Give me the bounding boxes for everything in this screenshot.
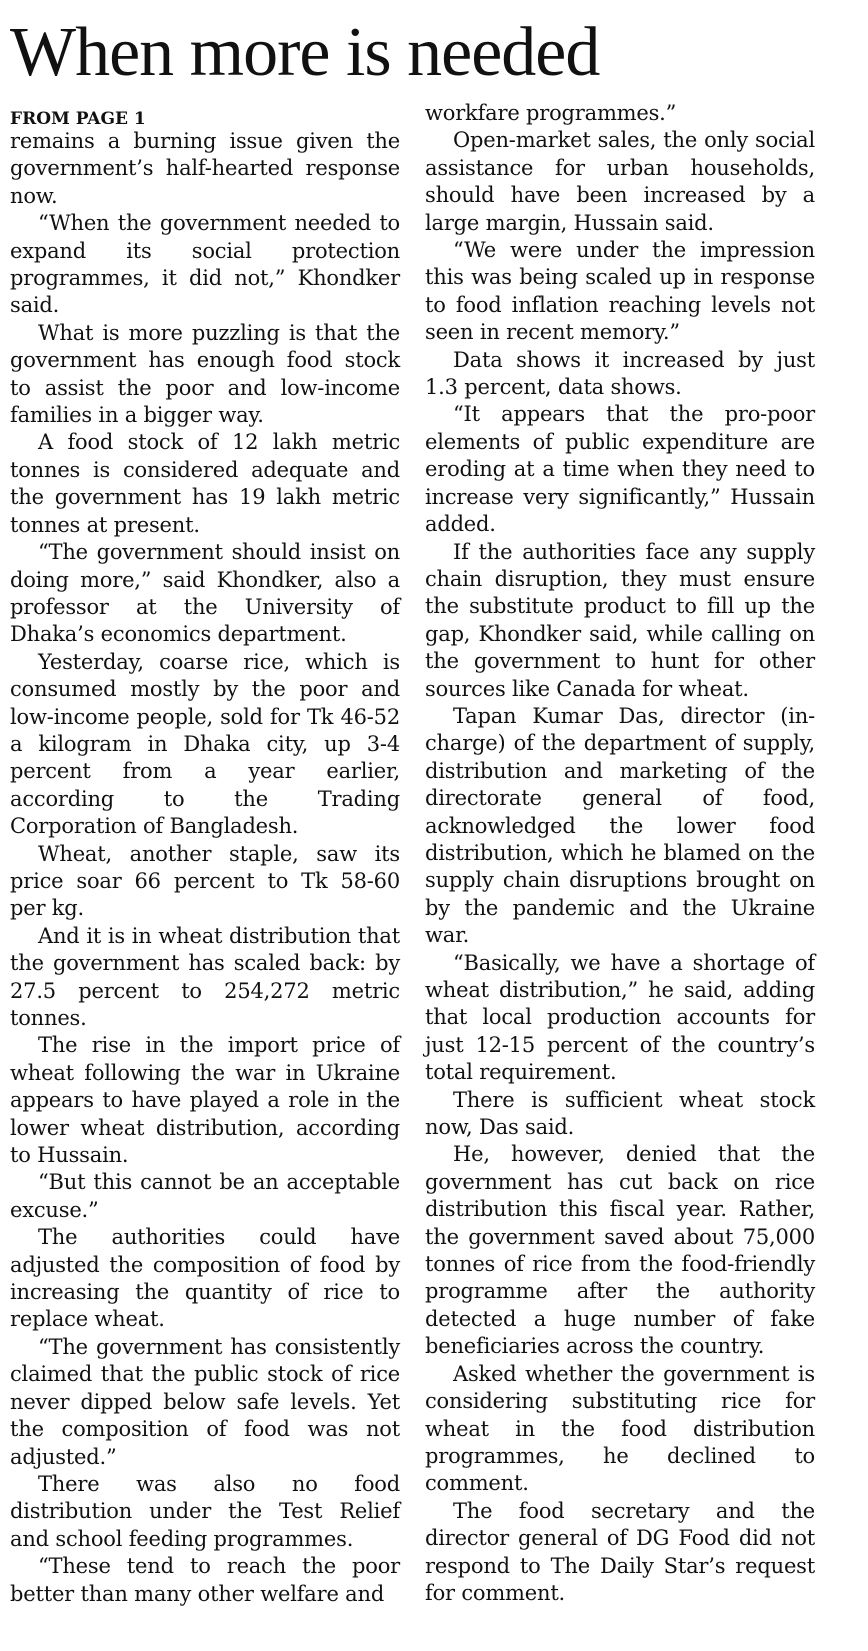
paragraph: “When the government needed to expand its social protection programmes, it did not,” Khondker said. — [10, 211, 400, 318]
paragraph: “We were under the impression this was being scaled up in response to food inflation reaching levels not seen in recent memory.” — [425, 238, 815, 345]
paragraph: The authorities could have adjusted the composition of food by increasing the quantity of rice to replace wheat. — [10, 1225, 400, 1332]
paragraph: “But this cannot be an acceptable excuse.” — [10, 1170, 400, 1222]
paragraph: Asked whether the government is considering substituting rice for wheat in the food distribution programmes, he declined to comment. — [425, 1361, 815, 1496]
paragraph: Wheat, another staple, saw its price soar 66 percent to Tk 58-60 per kg. — [10, 841, 400, 921]
paragraph: Yesterday, coarse rice, which is consumed mostly by the poor and low-income people, sold for Tk 46-52 a kilogram in Dhaka city, up 3-4 percent from a year earlier, according to the Trading Corporation of Bangladesh. — [10, 649, 400, 839]
paragraph: “The government should insist on doing more,” said Khondker, also a professor at the University of Dhaka’s economics department. — [10, 540, 400, 647]
paragraph: workfare programmes.” — [425, 101, 677, 125]
paragraph: And it is in wheat distribution that the government has scaled back: by 27.5 percent to 254,272 metric tonnes. — [10, 923, 400, 1030]
paragraph: “Basically, we have a shortage of wheat distribution,” he said, adding that local production accounts for just 12-15 percent of the country’s total requirement. — [425, 950, 815, 1085]
paragraph: He, however, denied that the government has cut back on rice distribution this fiscal year. Rather, the government saved about 75,000 tonnes of rice from the food-friendly programme after the authority detected a huge number of fake beneficiaries across the country. — [425, 1142, 815, 1359]
paragraph: remains a burning issue given the government’s half-hearted response now. — [10, 129, 400, 208]
paragraph: The rise in the import price of wheat following the war in Ukraine appears to have played a role in the lower wheat distribution, according to Hussain. — [10, 1033, 400, 1168]
paragraph: “It appears that the pro-poor elements of public expenditure are eroding at a time when they need to increase very significantly,” Hussain added. — [425, 402, 815, 537]
paragraph: Tapan Kumar Das, director (in-charge) of the department of supply, distribution and marketing of the directorate general of food, acknowledged the lower food distribution, which he blamed on the supply chain disruptions brought on by the pandemic and the Ukraine war. — [425, 703, 815, 948]
paragraph: Data shows it increased by just 1.3 percent, data shows. — [425, 347, 815, 400]
paragraph: If the authorities face any supply chain disruption, they must ensure the substitute product to fill up the gap, Khondker said, while calling on the government to hunt for other sources like Canada for wheat. — [425, 539, 815, 701]
article-column-right — [425, 100, 815, 1607]
article-column-left — [10, 128, 400, 1608]
paragraph: Open-market sales, the only social assistance for urban households, should have been increased by a large margin, Hussain said. — [425, 128, 815, 235]
page-jump-label: FROM PAGE 1 — [10, 109, 146, 129]
headline: When more is needed — [10, 14, 600, 91]
paragraph: There is sufficient wheat stock now, Das said. — [425, 1087, 815, 1140]
paragraph: There was also no food distribution under the Test Relief and school feeding programmes. — [10, 1471, 400, 1551]
paragraph: A food stock of 12 lakh metric tonnes is considered adequate and the government has 19 lakh metric tonnes at present. — [10, 430, 400, 537]
paragraph: “These tend to reach the poor better than many other welfare and — [10, 1554, 400, 1606]
paragraph: What is more puzzling is that the government has enough food stock to assist the poor and low-income families in a bigger way. — [10, 320, 400, 428]
paragraph: The food secretary and the director general of DG Food did not respond to The Daily Star’s request for comment. — [425, 1498, 815, 1605]
paragraph: “The government has consistently claimed that the public stock of rice never dipped below safe levels. Yet the composition of food was not adjusted.” — [10, 1334, 400, 1469]
